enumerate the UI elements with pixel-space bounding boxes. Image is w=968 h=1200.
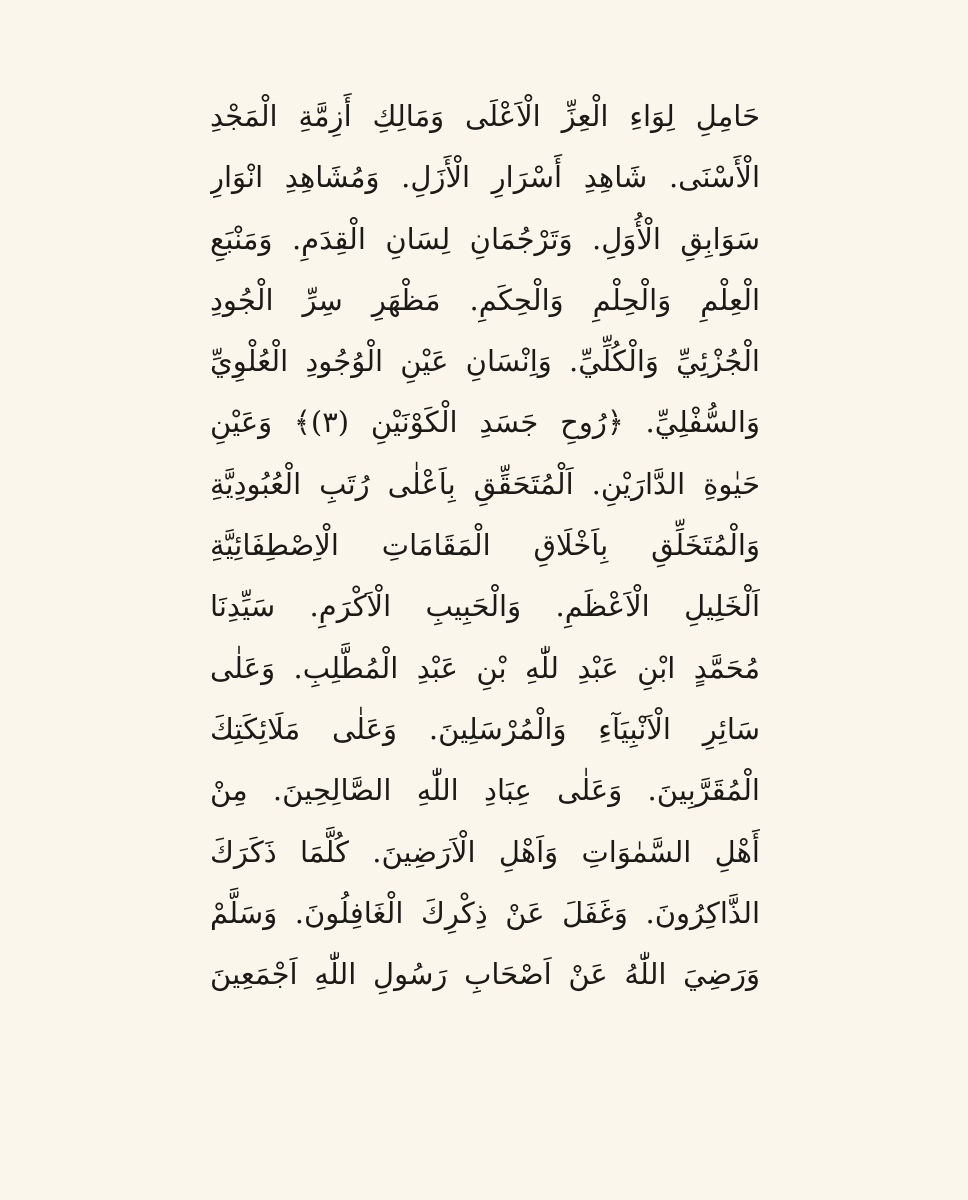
text-line: الْأَسْنَى. شَاهِدِ أَسْرَارِ الْأَزَلِ. وَمُشَاهِدِ انْوَارِ — [210, 160, 760, 195]
text-line: وَالْمُتَخَلِّقِ بِاَخْلَاقِ الْمَقَامَاتِ الْاِصْطِفَائِيَّةِ — [210, 528, 760, 563]
text-line: اَلْخَلِيلِ الْاَعْظَمِ. وَالْحَبِيبِ الْاَكْرَمِ. سَيِّدِنَا — [210, 589, 760, 624]
text-line: أَهْلِ السَّمٰوَاتِ وَاَهْلِ الْاَرَضِينَ. كُلَّمَا ذَكَرَكَ — [210, 834, 760, 869]
text-line: وَالسُّفْلِيِّ. ﴿رُوحِ جَسَدِ الْكَوْنَيْنِ (٣)﴾ وَعَيْنِ — [210, 405, 760, 440]
text-line: مُحَمَّدٍ ابْنِ عَبْدِ للّٰهِ بْنِ عَبْدِ الْمُطَّلِبِ. وَعَلٰى — [210, 650, 760, 685]
text-line: حَيٰوةِ الدَّارَيْنِ. اَلْمُتَحَقِّقِ بِاَعْلٰى رُتَبِ الْعُبُودِيَّةِ — [210, 466, 760, 501]
text-line: سَائِرِ الْاَنْبِيَآءِ وَالْمُرْسَلِينَ. وَعَلٰى مَلَائِكَتِكَ — [210, 711, 760, 746]
text-line: حَامِلِ لِوَاءِ الْعِزِّ الْاَعْلَى وَمَالِكِ أَزِمَّةِ الْمَجْدِ — [210, 99, 760, 133]
text-line: الذَّاكِرُونَ. وَغَفَلَ عَنْ ذِكْرِكَ الْغَافِلُونَ. وَسَلَّمْ — [210, 895, 760, 930]
text-line: الْمُقَرَّبِينَ. وَعَلٰى عِبَادِ اللّٰهِ الصَّالِحِينَ. مِنْ — [210, 773, 760, 808]
text-line: الْعِلْمِ وَالْحِلْمِ وَالْحِكَمِ. مَظْهَرِ سِرِّ الْجُودِ — [210, 282, 760, 317]
text-line: وَرَضِيَ اللّٰهُ عَنْ اَصْحَابِ رَسُولِ اللّٰهِ اَجْمَعِينَ — [210, 957, 760, 992]
text-line: الْجُزْئِيِّ وَالْكُلِّيِّ. وَاِنْسَانِ عَيْنِ الْوُجُودِ الْعُلْوِيِّ — [210, 344, 760, 379]
arabic-prayer-text — [210, 86, 760, 1005]
text-line: سَوَابِقِ الْأُوَلِ. وَتَرْجُمَانِ لِسَانِ الْقِدَمِ. وَمَنْبَعِ — [210, 221, 760, 256]
